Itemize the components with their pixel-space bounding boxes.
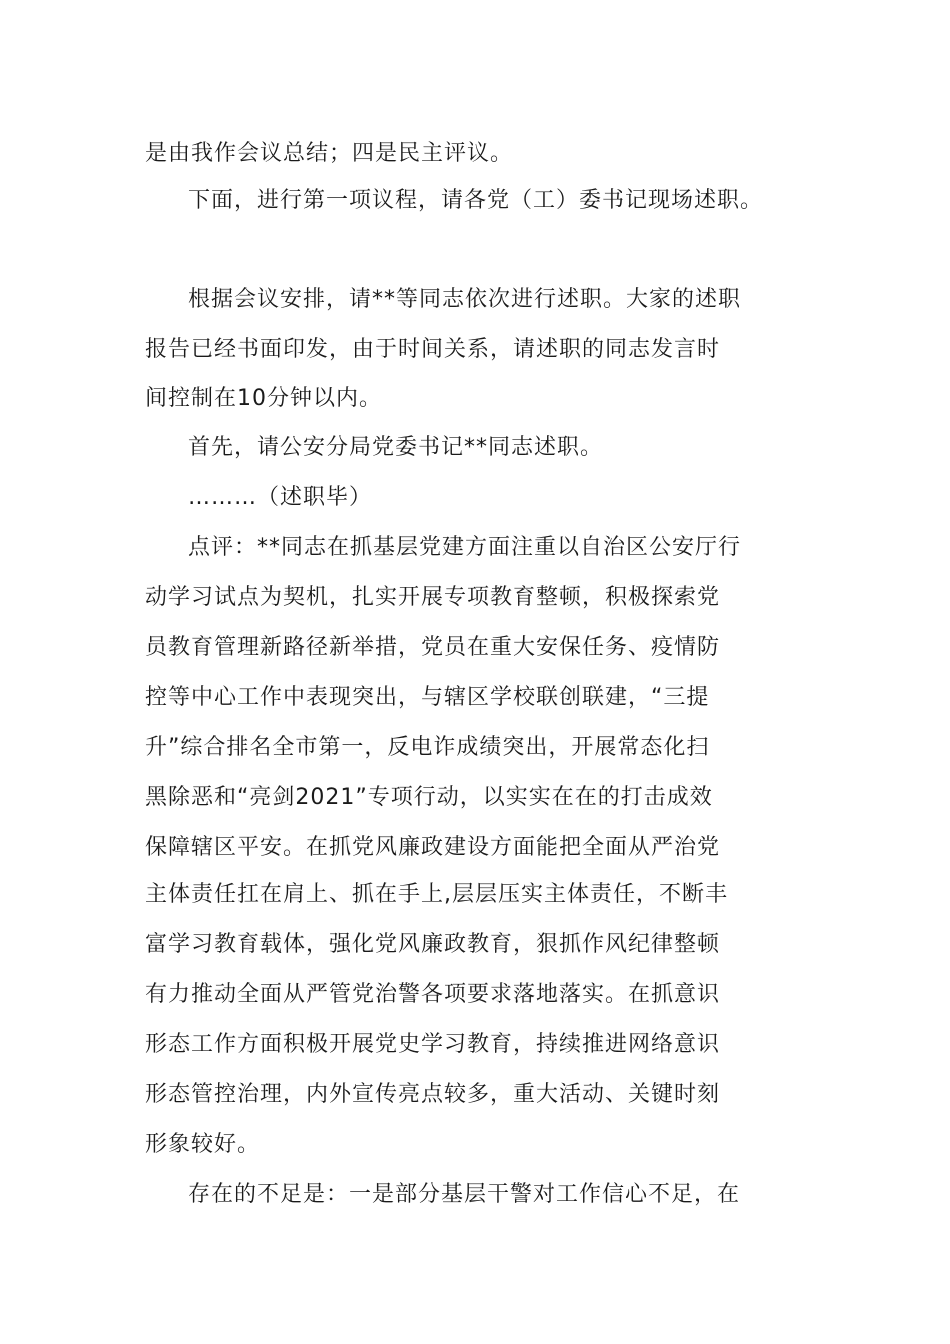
text-line: ………（述职毕） bbox=[188, 485, 373, 510]
text-line: 主体责任扛在肩上、抓在手上,层层压实主体责任，不断丰 bbox=[145, 882, 728, 907]
text-line: 保障辖区平安。在抓党风廉政建设方面能把全面从严治党 bbox=[145, 835, 721, 860]
text-line: 报告已经书面印发，由于时间关系，请述职的同志发言时 bbox=[145, 337, 721, 362]
text-line: 升”综合排名全市第一，反电诈成绩突出，开展常态化扫 bbox=[145, 735, 710, 760]
text-line: 根据会议安排，请**等同志依次进行述职。大家的述职 bbox=[188, 287, 742, 312]
text-line: 有力推动全面从严管党治警各项要求落地落实。在抓意识 bbox=[145, 982, 721, 1007]
text-line: 动学习试点为契机，扎实开展专项教育整顿，积极探索党 bbox=[145, 585, 721, 610]
text-line: 黑除恶和“亮剑2021”专项行动，以实实在在的打击成效 bbox=[145, 785, 713, 810]
text-line: 形象较好。 bbox=[145, 1132, 261, 1157]
text-line: 富学习教育载体，强化党风廉政教育，狠抓作风纪律整顿 bbox=[145, 932, 721, 957]
text-line: 形态管控治理，内外宣传亮点较多，重大活动、关键时刻 bbox=[145, 1082, 721, 1107]
text-line: 员教育管理新路径新举措，党员在重大安保任务、疫情防 bbox=[145, 635, 721, 660]
text-line: 是由我作会议总结；四是民主评议。 bbox=[145, 141, 514, 166]
text-line: 点评：**同志在抓基层党建方面注重以自治区公安厅行 bbox=[188, 535, 742, 560]
text-line: 形态工作方面积极开展党史学习教育，持续推进网络意识 bbox=[145, 1032, 721, 1057]
text-line: 控等中心工作中表现突出，与辖区学校联创联建，“三提 bbox=[145, 685, 710, 710]
text-line: 存在的不足是：一是部分基层干警对工作信心不足，在 bbox=[188, 1182, 741, 1207]
text-line: 间控制在10分钟以内。 bbox=[145, 386, 382, 411]
text-line: 下面，进行第一项议程，请各党（工）委书记现场述职。 bbox=[188, 188, 764, 213]
text-line: 首先，请公安分局党委书记**同志述职。 bbox=[188, 435, 604, 460]
